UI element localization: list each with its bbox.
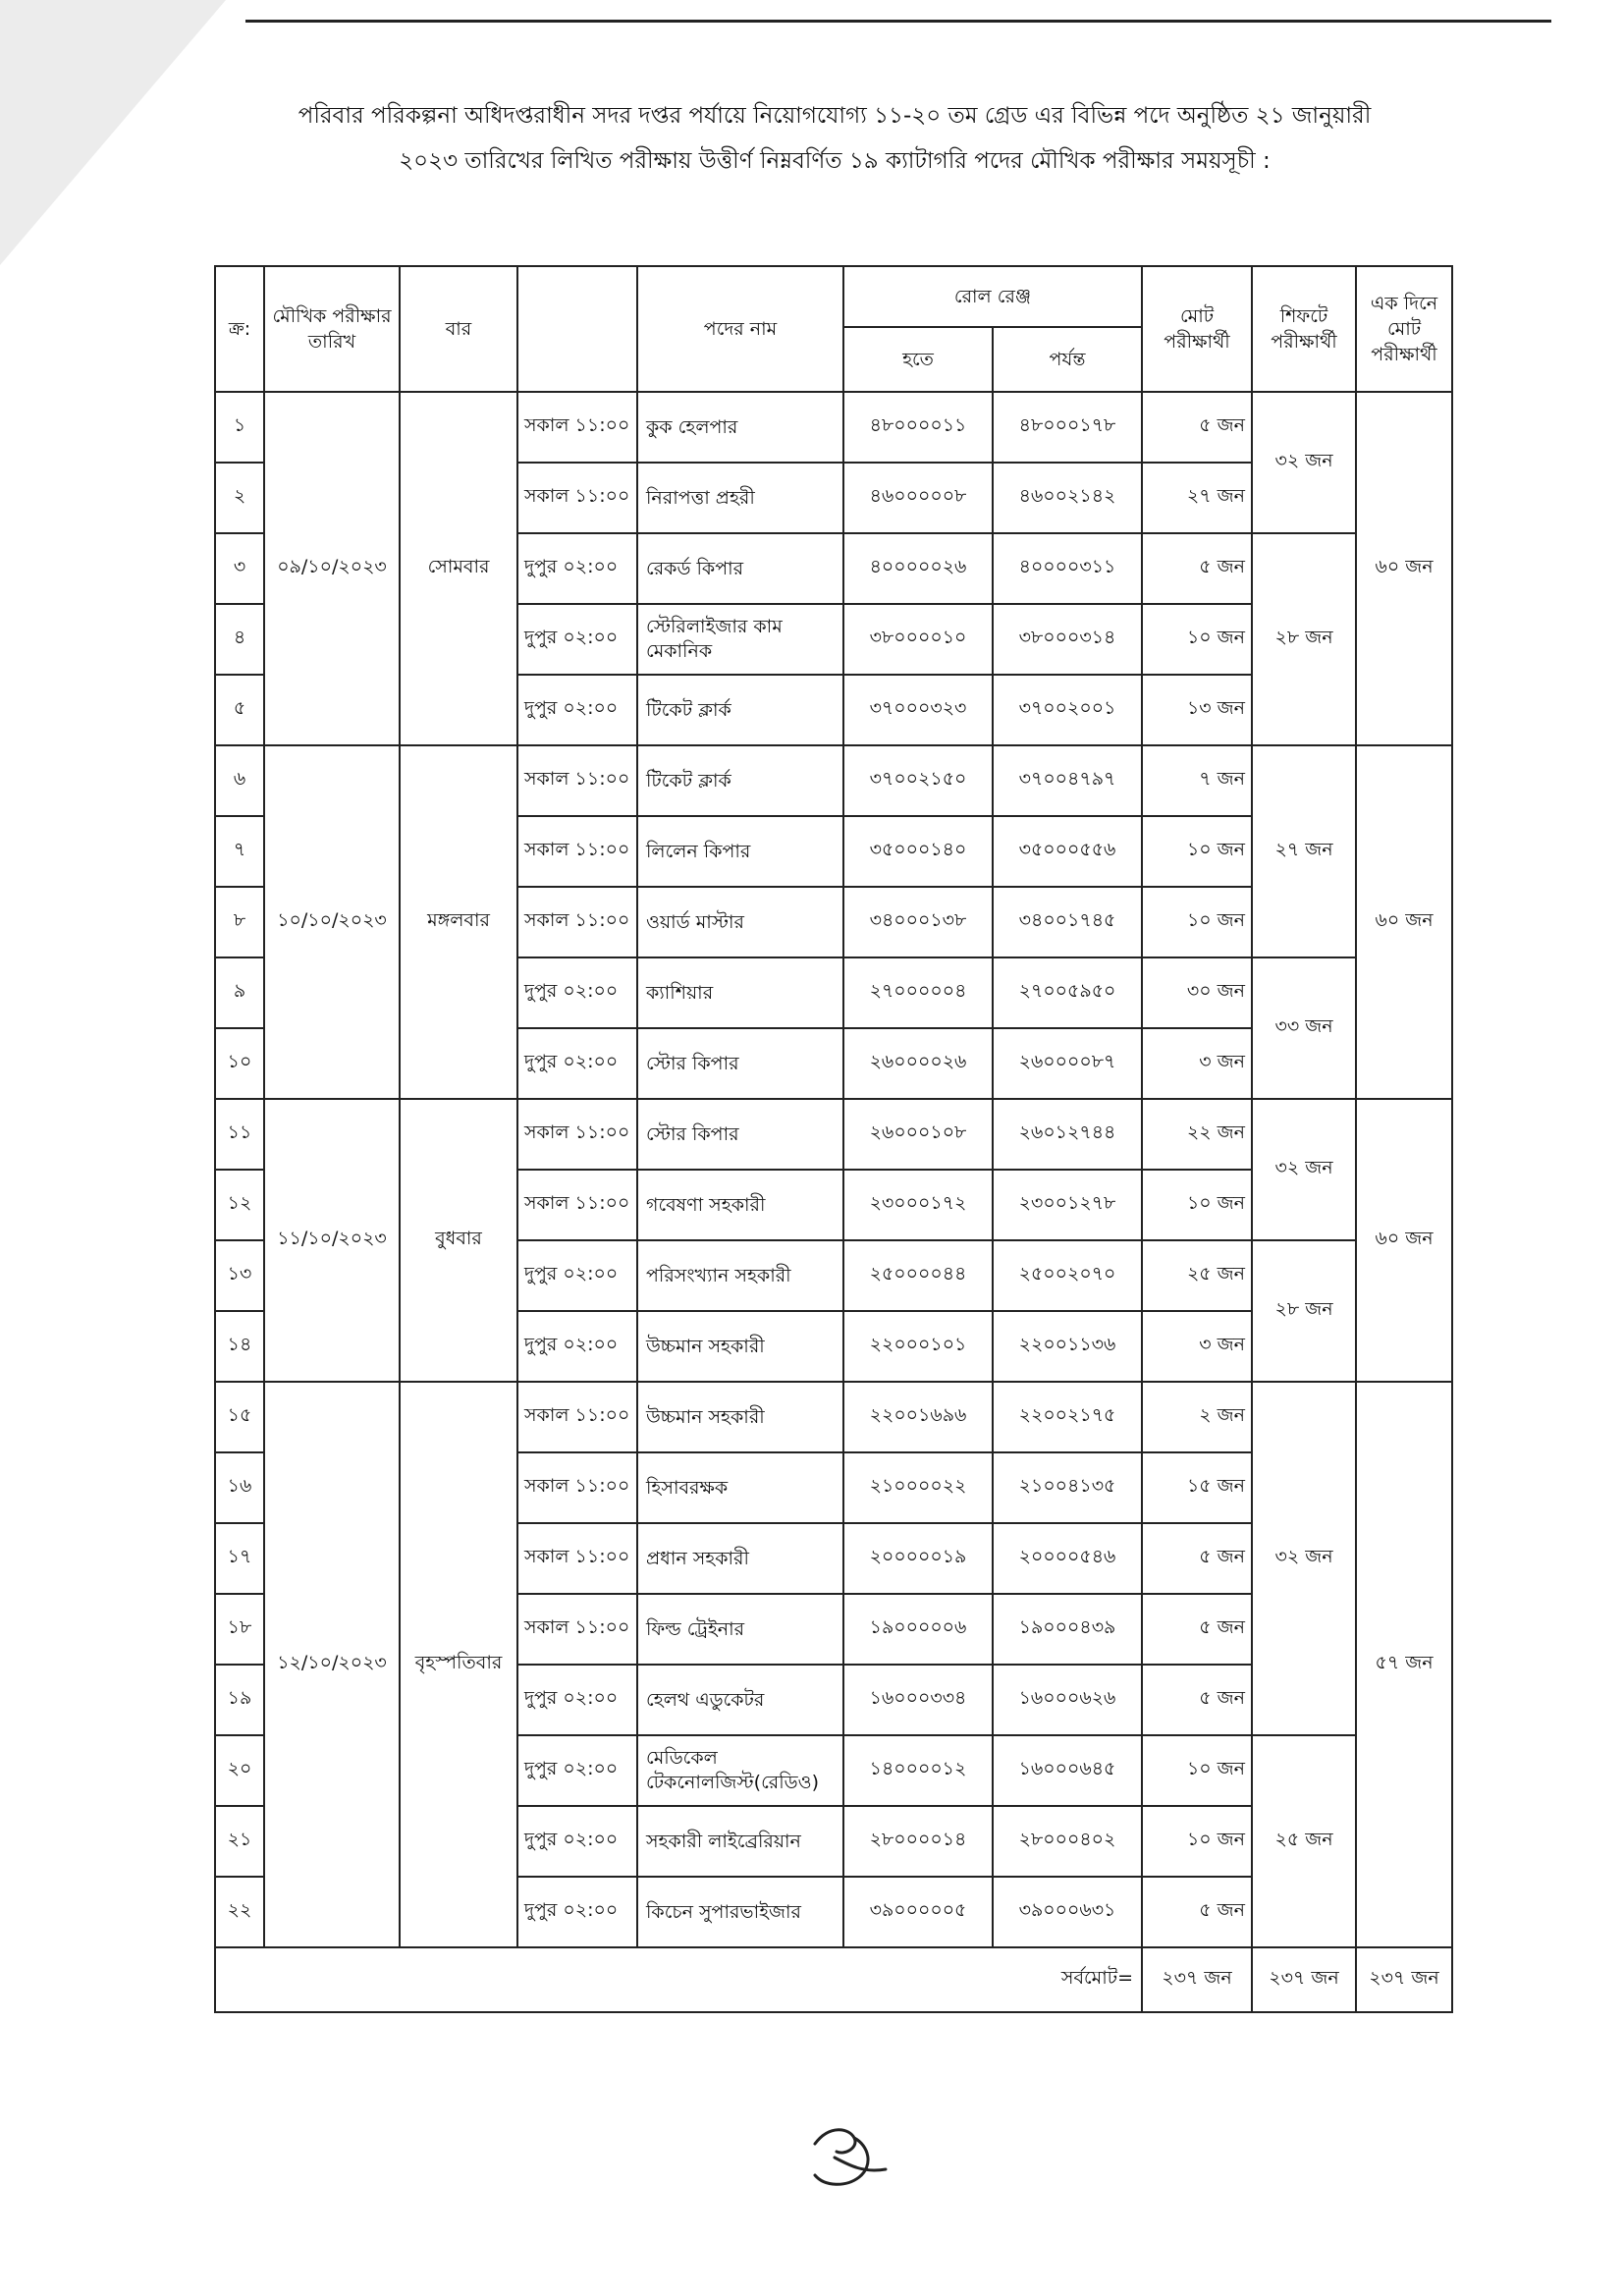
cell-roll-to: ২১০০৪১৩৫ (993, 1452, 1142, 1523)
cell-roll-to: ৩৮০০০৩১৪ (993, 604, 1142, 675)
cell-roll-from: ৪০০০০০২৬ (843, 533, 993, 604)
cell-date: ১১/১০/২০২৩ (264, 1099, 400, 1382)
cell-post: গবেষণা সহকারী (637, 1170, 843, 1240)
cell-date: ১২/১০/২০২৩ (264, 1382, 400, 1947)
cell-serial: ৬ (215, 745, 264, 816)
cell-count: ১৩ জন (1142, 675, 1252, 745)
cell-shift: দুপুর ০২:০০ (517, 1877, 637, 1947)
cell-day: বুধবার (400, 1099, 517, 1382)
cell-shift: সকাল ১১:০০ (517, 1594, 637, 1665)
cell-roll-from: ৪৬০০০০০৮ (843, 463, 993, 533)
cell-count: ৩০ জন (1142, 957, 1252, 1028)
cell-count: ২৭ জন (1142, 463, 1252, 533)
cell-roll-from: ২৮০০০০১৪ (843, 1806, 993, 1877)
grand-total-row (215, 1947, 1452, 2012)
cell-roll-from: ৩৯০০০০০৫ (843, 1877, 993, 1947)
grand-total-label: সর্বমোট= (215, 1947, 1142, 2012)
cell-post: হেলথ এডুকেটর (637, 1665, 843, 1735)
cell-roll-from: ১৯০০০০০৬ (843, 1594, 993, 1665)
cell-roll-to: ৩৯০০০৬৩১ (993, 1877, 1142, 1947)
cell-roll-to: ৩৫০০০৫৫৬ (993, 816, 1142, 887)
cell-count: ২২ জন (1142, 1099, 1252, 1170)
cell-count: ৫ জন (1142, 1523, 1252, 1594)
cell-roll-to: ২২০০১১৩৬ (993, 1311, 1142, 1382)
cell-count: ১০ জন (1142, 1806, 1252, 1877)
cell-post: সহকারী লাইব্রেরিয়ান (637, 1806, 843, 1877)
cell-roll-to: ২৮০০০৪০২ (993, 1806, 1142, 1877)
cell-post: উচ্চমান সহকারী (637, 1311, 843, 1382)
cell-shift: দুপুর ০২:০০ (517, 1028, 637, 1099)
cell-shift: সকাল ১১:০০ (517, 887, 637, 957)
viva-schedule-table (214, 265, 1453, 2013)
cell-count: ১০ জন (1142, 604, 1252, 675)
cell-roll-from: ৩৭০০০৩২৩ (843, 675, 993, 745)
cell-roll-to: ২৭০০৫৯৫০ (993, 957, 1142, 1028)
cell-serial: ১২ (215, 1170, 264, 1240)
cell-count: ৭ জন (1142, 745, 1252, 816)
cell-post: কুক হেলপার (637, 392, 843, 463)
cell-roll-from: ৩৪০০০১৩৮ (843, 887, 993, 957)
cell-roll-to: ১৯০০০৪৩৯ (993, 1594, 1142, 1665)
cell-shift: সকাল ১১:০০ (517, 745, 637, 816)
cell-day-total: ৫৭ জন (1356, 1382, 1452, 1947)
document-heading (196, 93, 1473, 184)
col-header-date: মৌখিক পরীক্ষার তারিখ (264, 266, 400, 392)
col-header-shift (517, 266, 637, 392)
cell-roll-from: ২১০০০০২২ (843, 1452, 993, 1523)
cell-roll-to: ২৬০০০০৮৭ (993, 1028, 1142, 1099)
cell-count: ৫ জন (1142, 533, 1252, 604)
cell-roll-to: ২২০০২১৭৫ (993, 1382, 1142, 1452)
table-row (215, 1382, 1452, 1452)
cell-count: ৫ জন (1142, 1665, 1252, 1735)
cell-day: বৃহস্পতিবার (400, 1382, 517, 1947)
cell-roll-to: ৪৬০০২১৪২ (993, 463, 1142, 533)
col-header-roll-range: রোল রেঞ্জ (843, 266, 1142, 327)
cell-shift-total: ২৮ জন (1252, 533, 1356, 745)
cell-serial: ১৪ (215, 1311, 264, 1382)
cell-post: মেডিকেল টেকনোলজিস্ট(রেডিও) (637, 1735, 843, 1806)
cell-date: ১০/১০/২০২৩ (264, 745, 400, 1099)
cell-roll-to: ৪০০০০৩১১ (993, 533, 1142, 604)
cell-roll-from: ৪৮০০০০১১ (843, 392, 993, 463)
folded-corner-shadow (0, 0, 226, 265)
col-header-day: বার (400, 266, 517, 392)
cell-serial: ১৭ (215, 1523, 264, 1594)
cell-post: স্টোর কিপার (637, 1028, 843, 1099)
cell-roll-to: ১৬০০০৬৪৫ (993, 1735, 1142, 1806)
cell-shift: সকাল ১১:০০ (517, 1523, 637, 1594)
cell-count: ২ জন (1142, 1382, 1252, 1452)
cell-post: স্টোর কিপার (637, 1099, 843, 1170)
cell-shift: দুপুর ০২:০০ (517, 957, 637, 1028)
cell-roll-from: ১৪০০০০১২ (843, 1735, 993, 1806)
cell-roll-from: ৩৮০০০০১০ (843, 604, 993, 675)
cell-post: কিচেন সুপারভাইজার (637, 1877, 843, 1947)
cell-serial: ২২ (215, 1877, 264, 1947)
cell-post: লিলেন কিপার (637, 816, 843, 887)
col-header-shift-total: শিফটে পরীক্ষার্থী (1252, 266, 1356, 392)
heading-line-1: পরিবার পরিকল্পনা অধিদপ্তরাধীন সদর দপ্তর পর্যায়ে নিয়োগযোগ্য ১১-২০ তম গ্রেড এর বিভিন্ন পদে অনুষ্ঠিত ২১ জানুয়ারী (298, 103, 1372, 129)
cell-roll-to: ৪৮০০০১৭৮ (993, 392, 1142, 463)
cell-shift-total: ২৭ জন (1252, 745, 1356, 957)
cell-count: ১০ জন (1142, 887, 1252, 957)
cell-shift: সকাল ১১:০০ (517, 816, 637, 887)
cell-shift: দুপুর ০২:০০ (517, 1735, 637, 1806)
cell-roll-to: ১৬০০০৬২৬ (993, 1665, 1142, 1735)
cell-count: ৫ জন (1142, 1877, 1252, 1947)
cell-shift-total: ২৮ জন (1252, 1240, 1356, 1382)
cell-roll-from: ২৬০০০০২৬ (843, 1028, 993, 1099)
cell-shift: সকাল ১১:০০ (517, 1382, 637, 1452)
cell-count: ২৫ জন (1142, 1240, 1252, 1311)
cell-shift: সকাল ১১:০০ (517, 463, 637, 533)
cell-post: রেকর্ড কিপার (637, 533, 843, 604)
cell-post: নিরাপত্তা প্রহরী (637, 463, 843, 533)
cell-roll-from: ২২০০১৬৯৬ (843, 1382, 993, 1452)
cell-shift: দুপুর ০২:০০ (517, 1665, 637, 1735)
cell-day-total: ৬০ জন (1356, 392, 1452, 745)
cell-shift: সকাল ১১:০০ (517, 1452, 637, 1523)
cell-day-total: ৬০ জন (1356, 745, 1452, 1099)
cell-roll-from: ৩৫০০০১৪০ (843, 816, 993, 887)
cell-serial: ৯ (215, 957, 264, 1028)
cell-shift: সকাল ১১:০০ (517, 1170, 637, 1240)
cell-roll-from: ২২০০০১০১ (843, 1311, 993, 1382)
cell-shift: দুপুর ০২:০০ (517, 1806, 637, 1877)
cell-serial: ৮ (215, 887, 264, 957)
cell-roll-to: ৩৭০০২০০১ (993, 675, 1142, 745)
cell-roll-from: ২৩০০০১৭২ (843, 1170, 993, 1240)
cell-serial: ১০ (215, 1028, 264, 1099)
heading-line-2: ২০২৩ তারিখের লিখিত পরীক্ষায় উত্তীর্ণ নিম্নবর্ণিত ১৯ ক্যাটাগরি পদের মৌখিক পরীক্ষার সময়সূচী : (399, 148, 1271, 174)
cell-shift: সকাল ১১:০০ (517, 1099, 637, 1170)
col-header-total: মোট পরীক্ষার্থী (1142, 266, 1252, 392)
table-row (215, 392, 1452, 463)
col-header-day-total: এক দিনে মোট পরীক্ষার্থী (1356, 266, 1452, 392)
cell-count: ১০ জন (1142, 1170, 1252, 1240)
cell-shift-total: ৩৩ জন (1252, 957, 1356, 1099)
cell-post: উচ্চমান সহকারী (637, 1382, 843, 1452)
cell-serial: ২১ (215, 1806, 264, 1877)
cell-serial: ২০ (215, 1735, 264, 1806)
cell-day: মঙ্গলবার (400, 745, 517, 1099)
col-header-from: হতে (843, 327, 993, 392)
cell-shift-total: ৩২ জন (1252, 392, 1356, 533)
cell-day-total: ৬০ জন (1356, 1099, 1452, 1382)
cell-roll-to: ২৫০০২০৭০ (993, 1240, 1142, 1311)
grand-total-day: ২৩৭ জন (1356, 1947, 1452, 2012)
cell-day: সোমবার (400, 392, 517, 745)
header-row-1 (215, 266, 1452, 327)
cell-date: ০৯/১০/২০২৩ (264, 392, 400, 745)
cell-count: ১০ জন (1142, 816, 1252, 887)
cell-serial: ২ (215, 463, 264, 533)
cell-shift: দুপুর ০২:০০ (517, 604, 637, 675)
cell-count: ৫ জন (1142, 392, 1252, 463)
col-header-post: পদের নাম (637, 266, 843, 392)
cell-serial: ১ (215, 392, 264, 463)
cell-roll-to: ২০০০০৫৪৬ (993, 1523, 1142, 1594)
cell-serial: ১৩ (215, 1240, 264, 1311)
cell-shift-total: ৩২ জন (1252, 1099, 1356, 1240)
cell-roll-to: ৩৪০০১৭৪৫ (993, 887, 1142, 957)
cell-shift: দুপুর ০২:০০ (517, 1311, 637, 1382)
cell-shift: দুপুর ০২:০০ (517, 533, 637, 604)
cell-count: ৩ জন (1142, 1311, 1252, 1382)
cell-roll-from: ২৫০০০০৪৪ (843, 1240, 993, 1311)
cell-post: ওয়ার্ড মাস্টার (637, 887, 843, 957)
cell-post: ক্যাশিয়ার (637, 957, 843, 1028)
cell-shift-total: ২৫ জন (1252, 1735, 1356, 1947)
cell-serial: ৫ (215, 675, 264, 745)
cell-post: প্রধান সহকারী (637, 1523, 843, 1594)
cell-post: স্টেরিলাইজার কাম মেকানিক (637, 604, 843, 675)
cell-serial: ৩ (215, 533, 264, 604)
col-header-serial: ক্র: (215, 266, 264, 392)
cell-roll-to: ২৬০১২৭৪৪ (993, 1099, 1142, 1170)
cell-count: ৩ জন (1142, 1028, 1252, 1099)
cell-count: ১৫ জন (1142, 1452, 1252, 1523)
table-row (215, 745, 1452, 816)
cell-serial: ১৫ (215, 1382, 264, 1452)
cell-roll-from: ২০০০০০১৯ (843, 1523, 993, 1594)
col-header-to: পর্যন্ত (993, 327, 1142, 392)
cell-shift: সকাল ১১:০০ (517, 392, 637, 463)
cell-post: হিসাবরক্ষক (637, 1452, 843, 1523)
cell-roll-from: ৩৭০০২১৫০ (843, 745, 993, 816)
cell-post: ফিল্ড ট্রেইনার (637, 1594, 843, 1665)
cell-count: ১০ জন (1142, 1735, 1252, 1806)
cell-roll-to: ২৩০০১২৭৮ (993, 1170, 1142, 1240)
cell-post: পরিসংখ্যান সহকারী (637, 1240, 843, 1311)
cell-shift: দুপুর ০২:০০ (517, 675, 637, 745)
top-border-line (245, 20, 1551, 23)
cell-shift-total: ৩২ জন (1252, 1382, 1356, 1735)
cell-roll-from: ২৬০০০১০৮ (843, 1099, 993, 1170)
cell-serial: ১৬ (215, 1452, 264, 1523)
table-row (215, 1099, 1452, 1170)
grand-total-shift: ২৩৭ জন (1252, 1947, 1356, 2012)
cell-serial: ১৯ (215, 1665, 264, 1735)
cell-shift: দুপুর ০২:০০ (517, 1240, 637, 1311)
cell-roll-to: ৩৭০০৪৭৯৭ (993, 745, 1142, 816)
cell-count: ৫ জন (1142, 1594, 1252, 1665)
cell-post: টিকেট ক্লার্ক (637, 745, 843, 816)
grand-total-count: ২৩৭ জন (1142, 1947, 1252, 2012)
cell-post: টিকেট ক্লার্ক (637, 675, 843, 745)
handwritten-signature (795, 2116, 903, 2205)
cell-roll-from: ২৭০০০০০৪ (843, 957, 993, 1028)
cell-roll-from: ১৬০০০৩৩৪ (843, 1665, 993, 1735)
cell-serial: ৪ (215, 604, 264, 675)
cell-serial: ৭ (215, 816, 264, 887)
cell-serial: ১১ (215, 1099, 264, 1170)
cell-serial: ১৮ (215, 1594, 264, 1665)
